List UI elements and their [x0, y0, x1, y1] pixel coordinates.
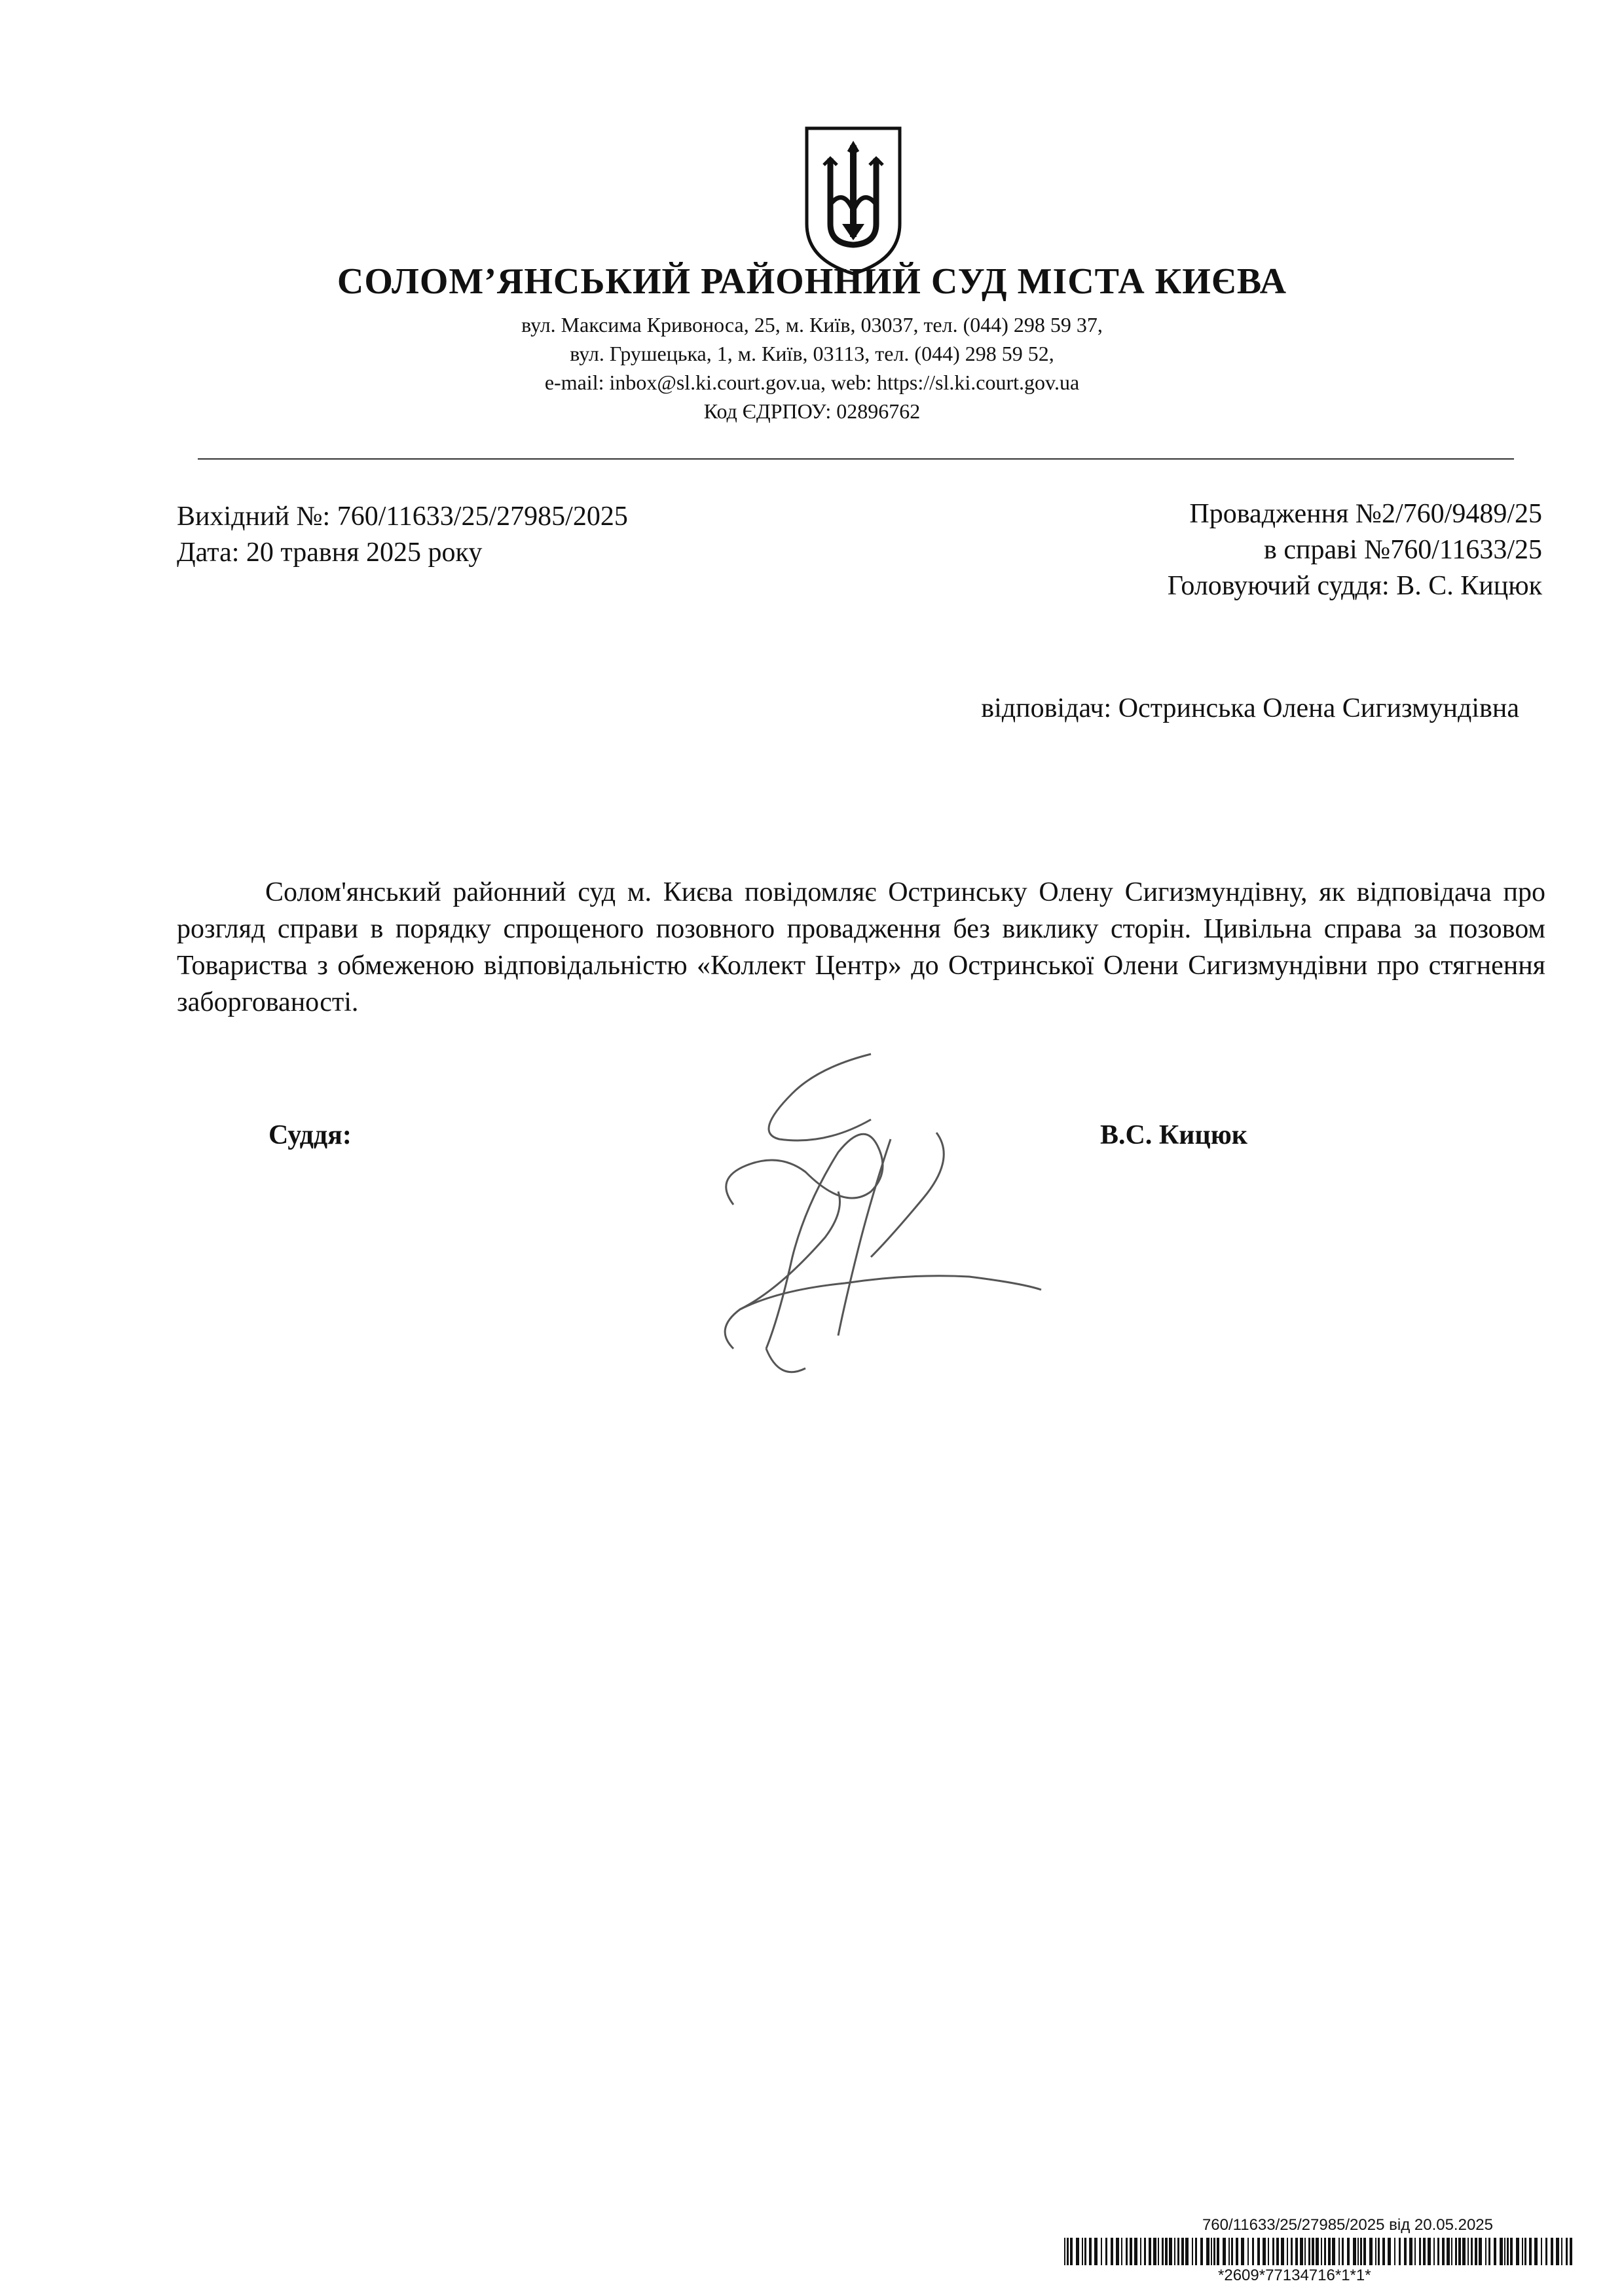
court-name: СОЛОМ’ЯНСЬКИЙ РАЙОННИЙ СУД МІСТА КИЄВА [337, 261, 1287, 302]
barcode-reference: 760/11633/25/27985/2025 від 20.05.2025 [1202, 2216, 1493, 2234]
court-address-line-1: вул. Максима Кривоноса, 25, м. Київ, 03037, тел. (044) 298 59 37, [521, 313, 1103, 337]
outgoing-number: Вихідний №: 760/11633/25/27985/2025 [177, 501, 628, 532]
judge-signature-label: Суддя: [268, 1120, 352, 1150]
respondent-name: відповідач: Остринська Олена Сигизмундівна [981, 693, 1519, 723]
proceeding-number: Провадження №2/760/9489/25 [1189, 499, 1542, 529]
case-number: в справі №760/11633/25 [1264, 535, 1542, 565]
judge-signature-name: В.С. Кицюк [1100, 1120, 1247, 1150]
notice-body-text: Солом'янський районний суд м. Києва повідомляє Остринську Олену Сигизмундівну, як відповідача про розгляд справи в порядку спрощеного позовного провадження без виклику сторін. Цивільна справа за позовом Товариства з обмеженою відповідальністю «Коллект Центр» до Остринської Олени Сигизмундівни про стягнення заборгованості. [177, 877, 1545, 1017]
document-date: Дата: 20 травня 2025 року [177, 538, 483, 568]
header-divider [198, 458, 1514, 460]
barcode-image [1064, 2238, 1575, 2265]
barcode-code: *2609*77134716*1*1* [1218, 2267, 1371, 2284]
court-contacts: e-mail: inbox@sl.ki.court.gov.ua, web: https://sl.ki.court.gov.ua [544, 371, 1080, 394]
court-edrpou-code: Код ЄДРПОУ: 02896762 [703, 399, 921, 423]
court-address-line-2: вул. Грушецька, 1, м. Київ, 03113, тел. (044) 298 59 52, [570, 342, 1054, 365]
handwritten-signature [674, 1041, 1067, 1434]
presiding-judge: Головуючий суддя: В. С. Кицюк [1167, 571, 1542, 601]
coat-of-arms-emblem [804, 126, 902, 276]
